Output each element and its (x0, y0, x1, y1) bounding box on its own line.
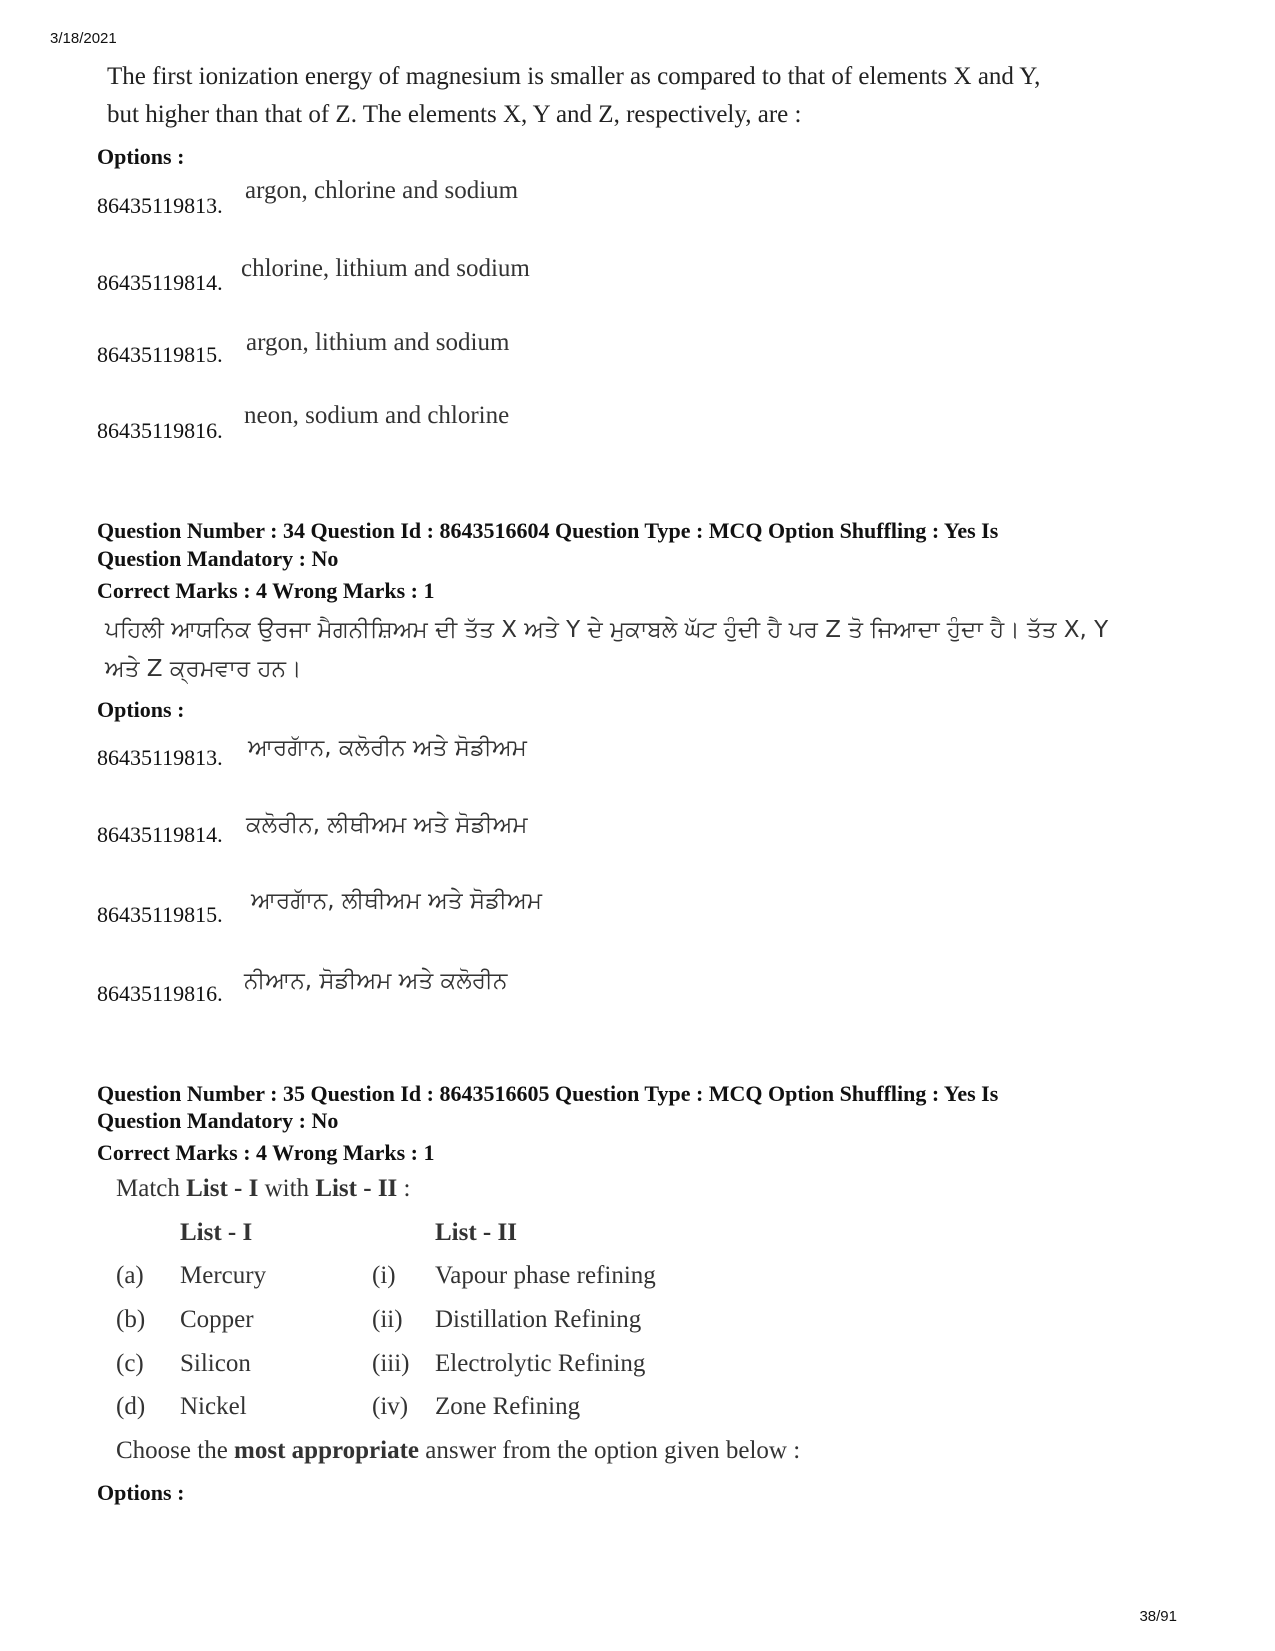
q35-options-label: Options : (97, 1480, 185, 1505)
q35-row-b-numeral: (ii) (372, 1306, 403, 1333)
q34-option-4-text: ਨੀਆਨ, ਸੋਡੀਅਮ ਅਤੇ ਕਲੋਰੀਨ (244, 968, 508, 994)
q35-intro-post: : (397, 1175, 411, 1202)
q35-row-a-numeral: (i) (372, 1262, 396, 1289)
q35-row-b-item: Copper (180, 1306, 254, 1333)
q33-options-label: Options : (97, 144, 185, 169)
q35-choose-instruction (116, 1437, 800, 1465)
q35-row-b-match: Distillation Refining (435, 1306, 642, 1333)
q35-row-c-label: (c) (116, 1350, 144, 1377)
print-date: 3/18/2021 (50, 30, 117, 47)
q33-option-4-text: neon, sodium and chlorine (244, 402, 510, 429)
q35-intro-list1: List - I (186, 1175, 259, 1202)
q35-row-b-label: (b) (116, 1306, 146, 1333)
q35-choose-pre: Choose the (116, 1437, 235, 1464)
q34-option-1-id: 86435119813. (97, 745, 223, 770)
q35-intro-mid: with (258, 1175, 316, 1202)
q35-row-d-item: Nickel (180, 1393, 247, 1420)
q33-option-3-text: argon, lithium and sodium (246, 329, 510, 356)
q34-stem-line2: ਅਤੇ Z ਕ੍ਰਮਵਾਰ ਹਨ। (105, 656, 302, 682)
q35-row-d-numeral: (iv) (372, 1393, 409, 1420)
q35-intro-pre: Match (116, 1175, 187, 1202)
q33-stem-line1: The first ionization energy of magnesium is smaller as compared to that of elements X and Y, (107, 63, 1041, 90)
q35-list1-head: List - I (180, 1219, 253, 1246)
q35-choose-bold: most appropriate (234, 1437, 419, 1464)
q34-stem-line1: ਪਹਿਲੀ ਆਯਨਿਕ ਉਰਜਾ ਮੈਗਨੀਸ਼ਿਅਮ ਦੀ ਤੱਤ X ਅਤੇ Y ਦੇ ਮੁਕਾਬਲੇ ਘੱਟ ਹੁੰਦੀ ਹੈ ਪਰ Z ਤੋ ਜਿਆਦਾ ਹੁੰਦਾ ਹੈ। ਤੱਤ X, Y (105, 617, 1109, 643)
page-number: 38/91 (1139, 1608, 1177, 1625)
q35-row-d-match: Zone Refining (435, 1393, 581, 1420)
q35-intro (116, 1175, 410, 1203)
q35-row-c-item: Silicon (180, 1350, 251, 1377)
q33-stem-line2: but higher than that of Z. The elements X, Y and Z, respectively, are : (107, 101, 802, 128)
q33-option-2-text: chlorine, lithium and sodium (241, 255, 530, 282)
q35-row-d-label: (d) (116, 1393, 146, 1420)
q34-meta-line2: Question Mandatory : No (97, 546, 339, 571)
q35-choose-post: answer from the option given below : (419, 1437, 801, 1464)
q34-option-3-text: ਆਰਗਾੱਨ, ਲੀਥੀਅਮ ਅਤੇ ਸੋਡੀਅਮ (251, 888, 542, 914)
q33-option-1-text: argon, chlorine and sodium (245, 177, 519, 204)
q33-option-4-id: 86435119816. (97, 418, 223, 443)
q35-row-a-item: Mercury (180, 1262, 267, 1289)
q34-options-label: Options : (97, 697, 185, 722)
q35-row-c-match: Electrolytic Refining (435, 1350, 646, 1377)
q35-list2-head: List - II (435, 1219, 517, 1246)
q34-option-2-id: 86435119814. (97, 822, 223, 847)
q34-marks: Correct Marks : 4 Wrong Marks : 1 (97, 578, 435, 603)
q35-row-a-label: (a) (116, 1262, 144, 1289)
q33-option-1-id: 86435119813. (97, 193, 223, 218)
q34-meta-line1: Question Number : 34 Question Id : 8643516604 Question Type : MCQ Option Shuffling : Yes Is (97, 518, 999, 543)
q35-meta-line2: Question Mandatory : No (97, 1108, 339, 1133)
q35-row-a-match: Vapour phase refining (435, 1262, 656, 1289)
q35-intro-list2: List - II (315, 1175, 398, 1202)
q35-marks: Correct Marks : 4 Wrong Marks : 1 (97, 1140, 435, 1165)
q34-option-2-text: ਕਲੋਰੀਨ, ਲੀਥੀਅਮ ਅਤੇ ਸੋਡੀਅਮ (246, 812, 528, 838)
q35-meta-line1: Question Number : 35 Question Id : 8643516605 Question Type : MCQ Option Shuffling : Yes Is (97, 1081, 999, 1106)
q34-option-1-text: ਆਰਗਾੱਨ, ਕਲੋਰੀਨ ਅਤੇ ਸੋਡੀਅਮ (248, 735, 527, 761)
q34-option-3-id: 86435119815. (97, 902, 223, 927)
q35-row-c-numeral: (iii) (372, 1350, 410, 1377)
q34-option-4-id: 86435119816. (97, 981, 223, 1006)
q33-option-3-id: 86435119815. (97, 342, 223, 367)
q33-option-2-id: 86435119814. (97, 270, 223, 295)
